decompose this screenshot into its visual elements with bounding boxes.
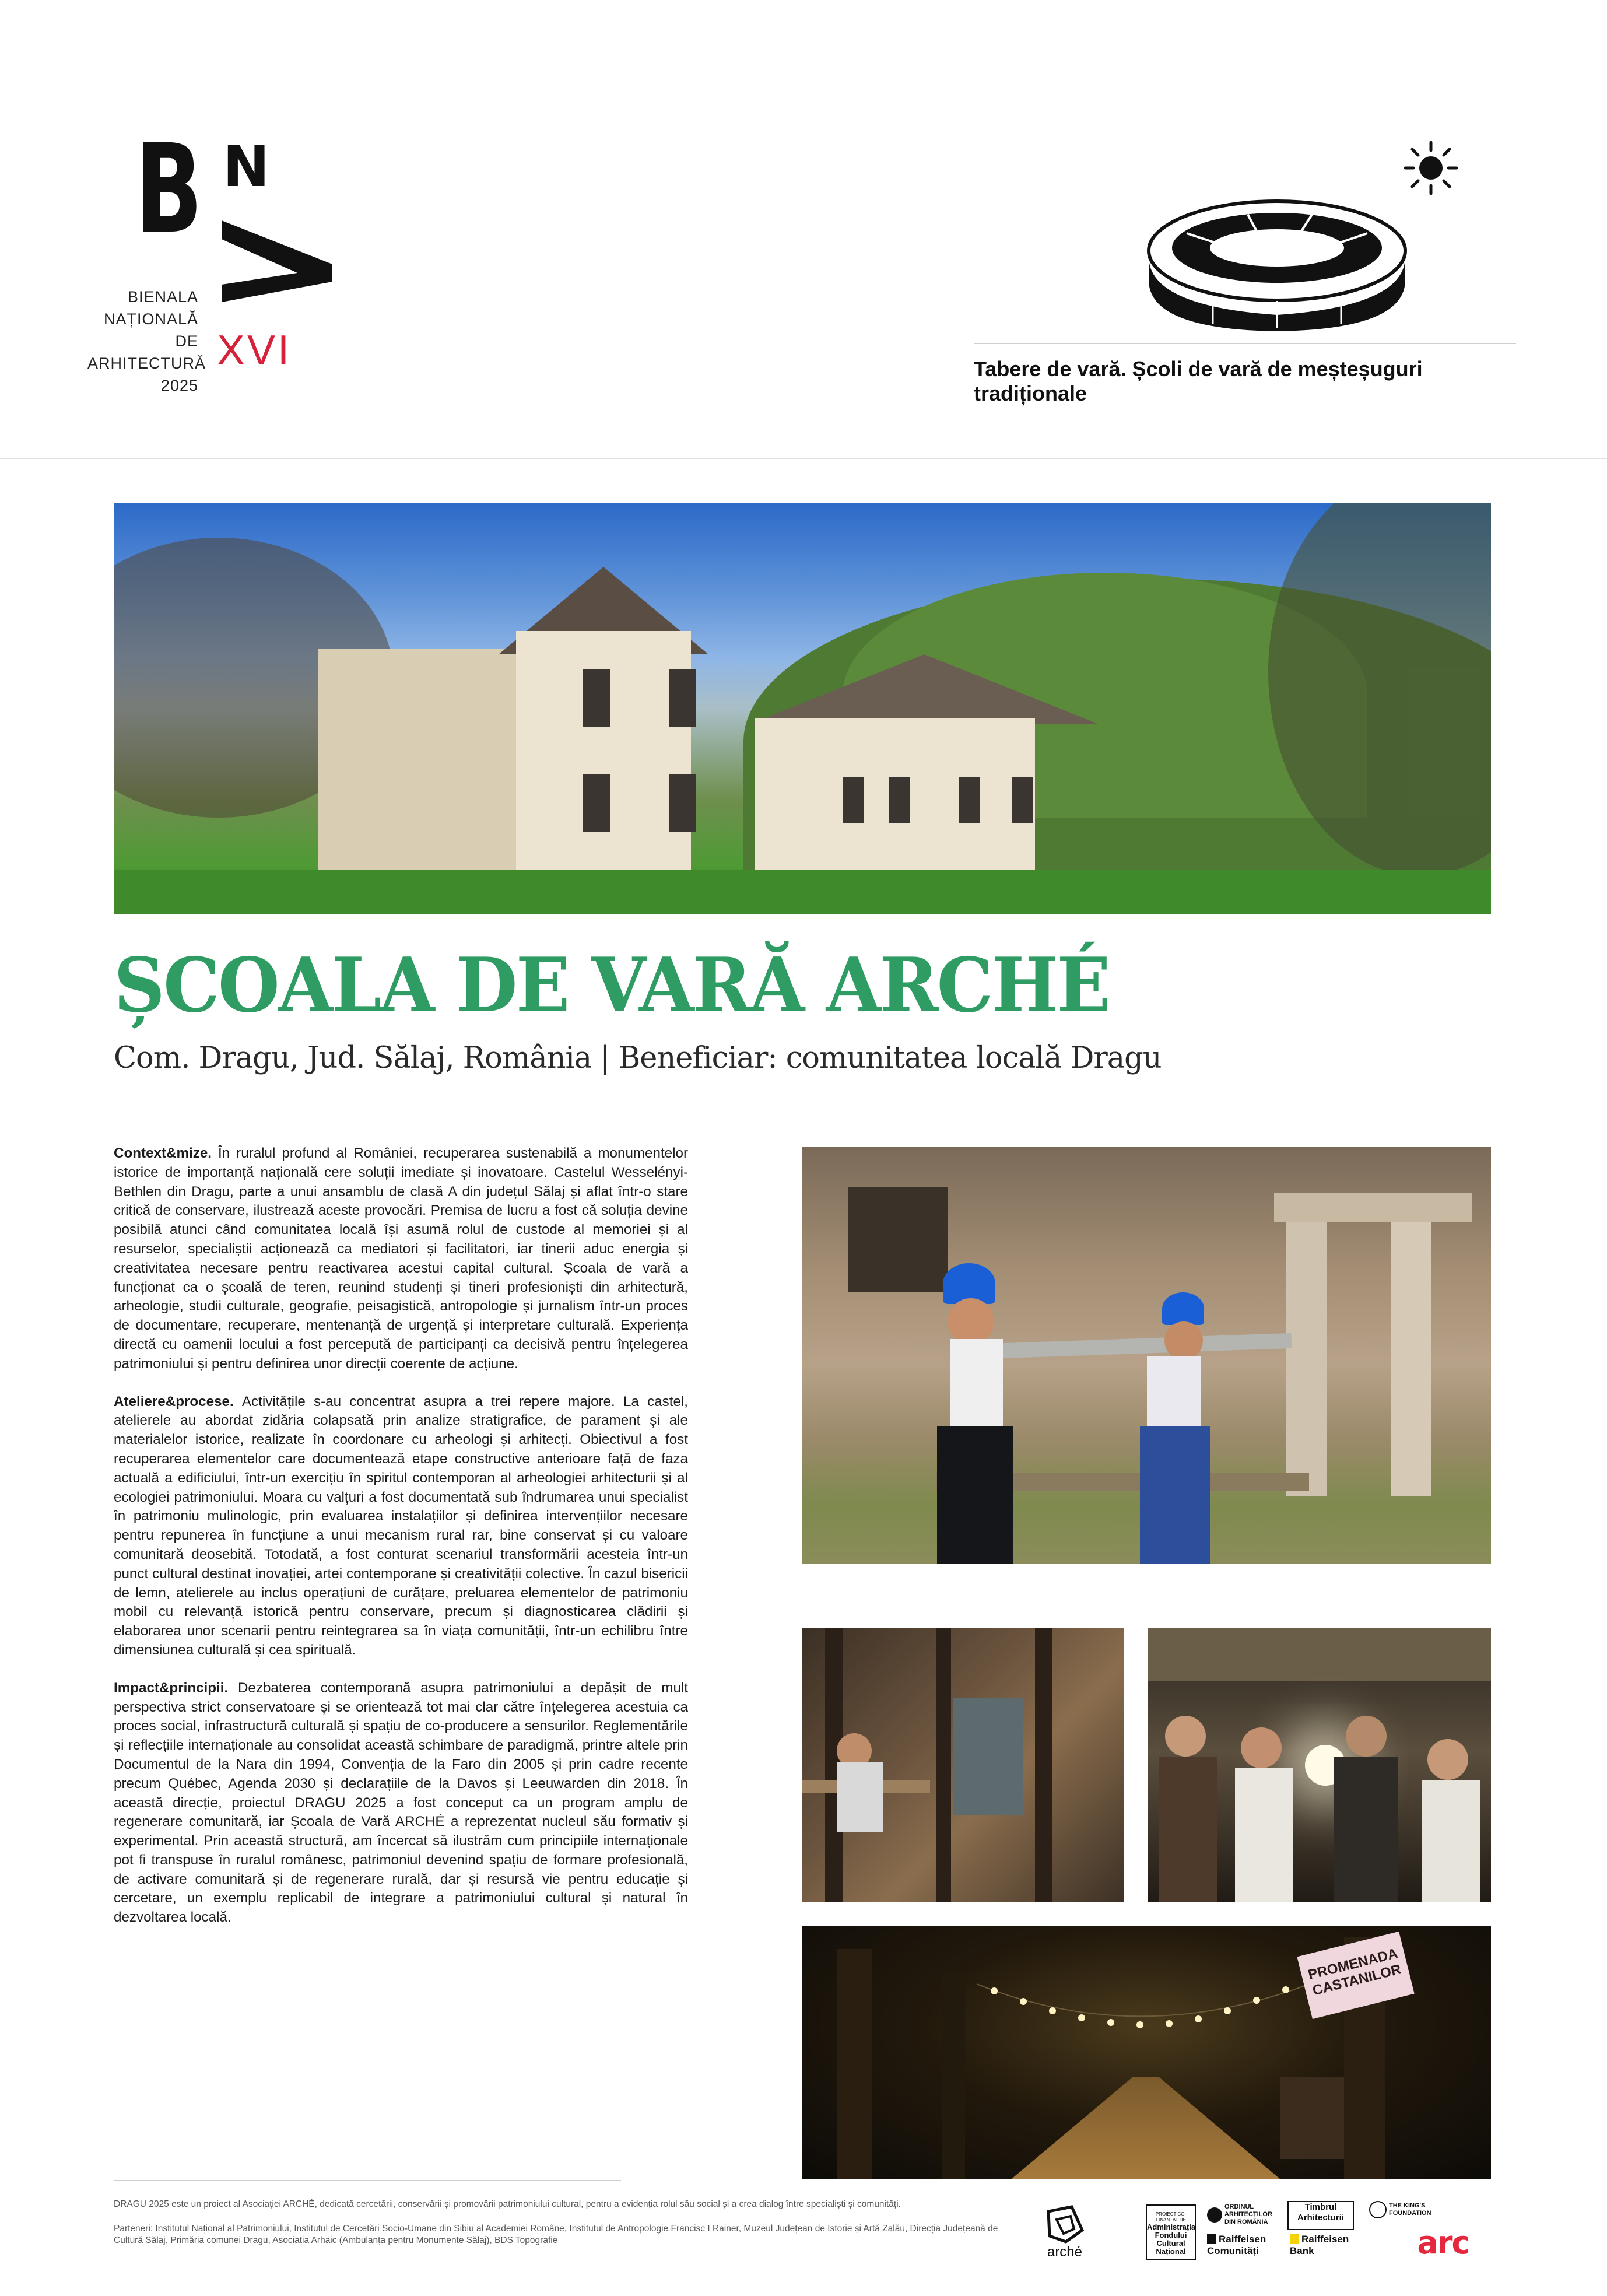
footer-partners-note: Parteneri: Institutul Național al Patrimoniului, Institutul de Cercetări Socio-Umane din Sibiu al Academiei Române, Institutul de Antropologie Francisc I Rainer, Muzeul Județean de Istorie și Artă Zalău, Direcția Județeană de Cultură Sălaj, Primăria comunei Dragu, Asociația Arhaic (Ambulanța pentru Monumente Sălaj), BDS Topografie bbox=[114, 2224, 998, 2245]
page-subtitle: Com. Dragu, Jud. Sălaj, România | Beneficiar: comunitatea locală Dragu bbox=[114, 1041, 1162, 1075]
kings-foundation-label: THE KING'S FOUNDATION bbox=[1389, 2202, 1431, 2217]
bna-line: NAȚIONALĂ bbox=[103, 310, 198, 328]
section-impact bbox=[114, 1679, 688, 1927]
bna-logo-b: B bbox=[135, 118, 203, 261]
oar-logo-icon bbox=[1207, 2207, 1222, 2223]
castle-hero-photo bbox=[114, 503, 1491, 914]
header-tagline: Tabere de vară. Școli de vară de meșteșuguri tradiționale bbox=[974, 357, 1423, 405]
edition-number: XVI bbox=[217, 327, 292, 374]
bna-line: 2025 bbox=[160, 377, 198, 394]
amphitheatre-icon bbox=[1143, 192, 1411, 332]
page-title: ȘCOALA DE VARĂ ARCHÉ bbox=[114, 942, 1110, 1029]
footer-project-note: DRAGU 2025 este un proiect al Asociației ARCHÉ, dedicată cercetării, conservării și promovării patrimoniului cultural, pentru a evidenția rolul său social și a crea dialog între specialiști și comunități. bbox=[114, 2199, 901, 2209]
timbrul-arhitecturii-logo: Timbrul Arhitecturii bbox=[1287, 2201, 1354, 2230]
oar-logo bbox=[1207, 2203, 1283, 2226]
body-text bbox=[114, 1144, 688, 1946]
arche-logo-label: arché bbox=[1047, 2244, 1083, 2260]
section-heading: Ateliere&procese. bbox=[114, 1393, 242, 1410]
string-lights-decoration bbox=[977, 1967, 1338, 2054]
afcn-logo bbox=[1146, 2204, 1196, 2260]
promenade-sign: PROMENADA CASTANILOR bbox=[1297, 1932, 1414, 2019]
chestnut-promenade-photo bbox=[802, 1926, 1491, 2179]
section-context bbox=[114, 1144, 688, 1374]
section-text: Dezbaterea contemporană asupra patrimoniului a depășit de mult perspectiva strict conservatoare și se orientează tot mai clar către înțelegerea acestuia ca proces social, infrastructură culturală și spațiu de co-producere a sensurilor. Reglementările și reflecțiile internaționale au consolidat această schimbare de paradigmă, printre altele prin Documentul de la Nara din 1994, Convenția de la Faro din 2005 și prin cadre recente precum Québec, Agenda 2030 și declarațiile de la Davos și Leeuwarden din 2018. În această direcție, proiectul DRAGU 2025 a fost conceput ca un program amplu de regenerare comunitară, iar Școala de Vară ARCHÉ a reprezentat nucleul său formativ și experimental. Prin această structură, am încercat să ilustrăm cum principiile internaționale pot fi transpuse în ruralul românesc, patrimoniul devenind spațiu de formare profesională, de activare comunitară și de regenerare rurală, dar și resursă vie pentru educație și cercetare, un exemplu replicabil de integrare a patrimoniului cultural și natural în dezvoltarea locală. bbox=[114, 1680, 688, 1926]
section-text: Activitățile s-au concentrat asupra a trei repere majore. La castel, atelierele au abordat zidăria colapsată prin analize stratigrafice, de parament și ale materialelor istorice, realizate în coordonare cu arheologi și arhitecți. Obiectivul a fost recuperarea elementelor care documentează etape constructive anterioare față de faza actuală a edificiului, într-un exercițiu în spiritul contemporan al arheologiei arhitecturii și al ecologiei patrimoniului. Moara cu valțuri a fost documentată sub îndrumarea unui specialist în patrimoniu mulinologic, prin evaluarea instalațiilor și definirea intervențiilor necesare pentru repunerea în funcțiune a unui mecanism rural rar, bine conservat și cu valoare comunitară deosebită. Totodată, a fost conturat scenariul transformării acesteia într-un punct cultural destinat inovației, artei contemporane și creativității colective. În cazul bisericii de lemn, atelierele au inclus operațiuni de curățare, preluarea elementelor de patrimoniu mobil cu relevanță istorică pentru conservare, precum și diagnosticarea clădirii și elaborarea unor scenarii pentru reintegrarea sa în viața comunității, într-un echilibru între dimensiunea culturală și cea spirituală. bbox=[114, 1393, 688, 1658]
oar-logo-label: ORDINUL ARHITECȚILOR DIN ROMÂNIA bbox=[1224, 2203, 1272, 2225]
afcn-logo-caption: PROIECT CO-FINANȚAT DE bbox=[1155, 2211, 1187, 2223]
section-text: În ruralul profund al României, recuperarea sustenabilă a monumentelor istorice de importanță națională cere soluții imediate și inovatoare. Castelul Wesselényi-Bethlen din Dragu, parte a unui ansamblu de clasă A din județul Sălaj și aflat într-o stare critică de conservare, ilustrează aceste provocări. Premisa de lucru a fost că soluția devine posibilă atunci când comunitatea locală își asumă rolul de custode al memoriei și al resurselor, specialiștii acționează ca mediatori și facilitatori, iar tinerii aduc energia și creativitatea necesare pentru reactivarea acestui capital cultural. Școala de vară a funcționat ca o școală de teren, reunind studenți și tineri profesioniști din arhitectură, arheologie, studii culturale, geografie, peisagistică, antropologie și jurnalism într-un proces de documentare, recuperare, mentenanță de urgență și interpretare culturală. Experiența directă cu oamenii locului a fost percepută de participanți ca decisivă pentru înțelegerea patrimoniului și pentru definirea unor direcții coerente de acțiune. bbox=[114, 1145, 688, 1372]
section-heading: Impact&principii. bbox=[114, 1680, 238, 1696]
footer-divider bbox=[114, 2180, 621, 2181]
bna-line: BIENALA bbox=[127, 288, 198, 306]
header-separator bbox=[0, 458, 1607, 459]
section-workshops bbox=[114, 1393, 688, 1660]
bna-wordmark bbox=[87, 286, 206, 397]
bna-line: DE bbox=[175, 332, 198, 350]
workers-photo bbox=[802, 1147, 1491, 1564]
afcn-logo-label: Administrația Fondului Cultural Național bbox=[1147, 2223, 1196, 2256]
sun-icon bbox=[1403, 140, 1459, 196]
raiffeisen-mark-icon bbox=[1207, 2234, 1216, 2244]
section-heading: Context&mize. bbox=[114, 1145, 218, 1161]
raiffeisen-comunitati-label: Raiffeisen Comunități bbox=[1207, 2234, 1266, 2256]
kings-foundation-logo bbox=[1369, 2201, 1439, 2218]
bna-logo-a bbox=[216, 203, 338, 308]
raiffeisen-bank-logo bbox=[1290, 2234, 1366, 2257]
raiffeisen-bank-label: Raiffeisen Bank bbox=[1290, 2234, 1349, 2256]
bna-line: ARHITECTURĂ bbox=[87, 355, 206, 372]
raiffeisen-comunitati-logo bbox=[1207, 2234, 1289, 2257]
raiffeisen-bank-mark-icon bbox=[1290, 2234, 1299, 2244]
wooden-church-photo bbox=[1148, 1628, 1491, 1902]
bna-logo-n: N bbox=[223, 134, 270, 199]
mill-interior-photo bbox=[802, 1628, 1124, 1902]
arc-logo: arc bbox=[1417, 2224, 1469, 2261]
header-divider bbox=[974, 343, 1516, 344]
kings-crest-icon bbox=[1369, 2201, 1387, 2218]
